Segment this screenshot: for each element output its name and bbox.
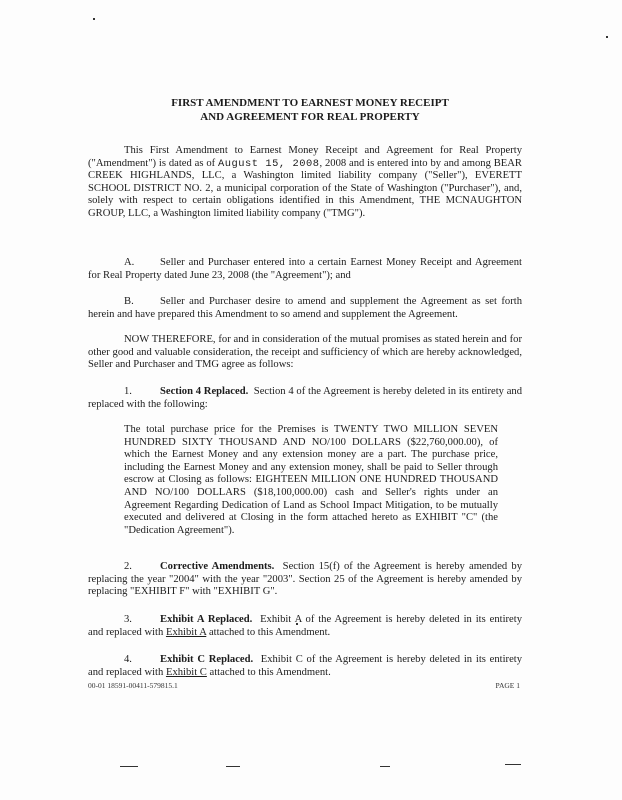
section-1-heading: Section 4 Replaced. [160, 386, 249, 397]
section-3-exhibit-ref: Exhibit A [165, 626, 207, 638]
section-1-text: Section 4 of the Agreement is hereby deleted in its entirety and replaced with the following: [88, 386, 523, 410]
footer-page-number: PAGE 1 [495, 681, 520, 690]
section-1 [88, 386, 522, 411]
section-3 [88, 614, 522, 639]
section-2-text: Section 15(f) of the Agreement is hereby amended by replacing the year "2004" with the year "2003". Section 25 of the Agreement is hereby amended by replacing "EXHIBIT F" with "EXHIBIT G". [88, 561, 523, 598]
section-4-heading: Exhibit C Replaced. [160, 654, 254, 665]
section-2-number: 2. [124, 561, 132, 572]
recital-b [88, 296, 522, 321]
title-line-2: AND AGREEMENT FOR REAL PROPERTY [200, 111, 420, 123]
section-2 [88, 561, 522, 599]
scan-speck [120, 766, 138, 767]
recital-b-text: Seller and Purchaser desire to amend and supplement the Agreement as set forth herein and have prepared this Amendment to so amend and supplement the Agreement. [88, 296, 522, 320]
recital-b-label: B. [124, 296, 134, 307]
intro-paragraph [88, 145, 522, 221]
section-1-number: 1. [124, 386, 132, 397]
section-3-number: 3. [124, 614, 132, 625]
quoted-section-4-text: The total purchase price for the Premises is TWENTY TWO MILLION SEVEN HUNDRED SIXTY THOUSAND AND NO/100 DOLLARS ($22,760,000.00), of which the Earnest Money and any extension money are a part. The purchase price, including the Earnest Money and any extension money, shall be paid to Seller through escrow at Closing as follows: EIGHTEEN MILLION ONE HUNDRED THOUSAND AND NO/100 DOLLARS ($18,100,000.00) cash and Seller's rights under an Agreement Regarding Dedication of Land as School Impact Mitigation, to be mutually executed and delivered at Closing in the form attached hereto as EXHIBIT "C" (the "Dedication Agreement"). [124, 424, 498, 536]
section-4-number: 4. [124, 654, 132, 665]
scan-speck [93, 18, 95, 20]
document-title [110, 96, 510, 124]
footer-doc-id: 00-01 18591-00411-579815.1 [88, 681, 178, 690]
section-3-heading: Exhibit A Replaced. [160, 614, 253, 625]
scan-speck [380, 766, 390, 767]
section-3-text-after: attached to this Amendment. [208, 626, 331, 638]
section-4-exhibit-ref: Exhibit C [165, 666, 207, 678]
section-3-text-before: Exhibit A of the Agreement is hereby deleted in its entirety and replaced with [88, 614, 522, 638]
scan-speck [505, 764, 521, 765]
recital-a-text: Seller and Purchaser entered into a certain Earnest Money Receipt and Agreement for Real Property dated June 23, 2008 (the "Agreement"); and [88, 257, 522, 281]
section-2-heading: Corrective Amendments. [160, 561, 275, 572]
scan-speck [606, 36, 608, 38]
intro-part-2: , 2008 and is entered into by and among BEAR CREEK HIGHLANDS, LLC, a Washington limited liability company ("Seller"), EVERETT SCHOOL DISTRICT NO. 2, a municipal corporation of the State of Washington ("Purchaser"), and, solely with respect to certain obligations identified in this Amendment, THE MCNAUGHTON GROUP, LLC, a Washington limited liability company ("TMG"). [88, 157, 522, 219]
scan-speck [226, 766, 240, 767]
section-4-text-before: Exhibit C of the Agreement is hereby deleted in its entirety and replaced with [88, 654, 523, 678]
section-4 [88, 654, 522, 679]
intro-part-1: This First Amendment to Earnest Money Receipt and Agreement for Real Property ("Amendment") is dated as of [88, 145, 522, 169]
title-line-1: FIRST AMENDMENT TO EARNEST MONEY RECEIPT [171, 97, 449, 109]
recital-a-label: A. [124, 257, 135, 268]
recital-a [88, 257, 522, 282]
intro-date: August 15, 2008 [218, 157, 320, 170]
section-4-text-after: attached to this Amendment. [209, 666, 331, 678]
now-therefore-paragraph: NOW THEREFORE, for and in consideration of the mutual promises as stated herein and for other good and valuable consideration, the receipt and sufficiency of which are hereby acknowledged, Seller and Purchaser and TMG agree as follows: [88, 334, 522, 371]
